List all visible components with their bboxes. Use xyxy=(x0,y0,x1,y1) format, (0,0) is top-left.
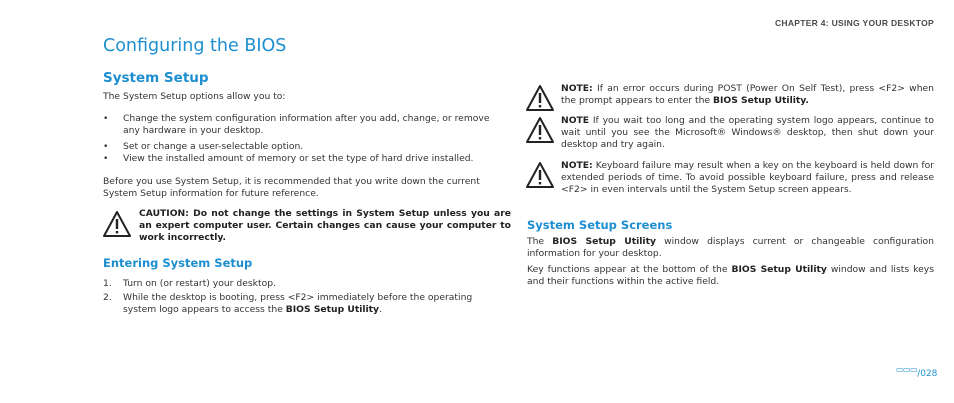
step-text-end: . xyxy=(379,304,382,315)
step-text: While the desktop is booting, press <F2> immediately before the operating system logo appears to access the xyxy=(123,292,473,315)
caution-text: CAUTION: Do not change the settings in System Setup unless you are an expert computer user. Certain changes can cause your computer to work incorrectly. xyxy=(139,208,511,243)
system-setup-heading: System Setup xyxy=(103,70,209,86)
system-setup-bullets xyxy=(103,113,493,165)
note-text: If an error occurs during POST (Power On Self Test), press <F2> when the prompt appears to enter the xyxy=(561,83,934,106)
list-item: • Set or change a user-selectable option. xyxy=(103,141,493,153)
text: The xyxy=(527,236,553,247)
entering-setup-steps xyxy=(103,278,508,316)
list-item: • View the installed amount of memory or set the type of hard drive installed. xyxy=(103,153,493,165)
note-label: NOTE: xyxy=(561,83,593,94)
note-post-error xyxy=(561,83,934,107)
text: window and lists keys and their functions within the active field. xyxy=(527,264,934,287)
step-text: Turn on (or restart) your desktop. xyxy=(123,278,276,289)
note-label: NOTE: xyxy=(561,160,593,171)
setup-screens-paragraph-1 xyxy=(527,236,934,260)
note-warning-icon xyxy=(525,116,555,148)
text: Key functions appear at the bottom of the xyxy=(527,264,732,275)
list-item xyxy=(103,292,508,316)
note-keyboard-failure xyxy=(561,160,934,196)
step-number: 2. xyxy=(103,292,112,303)
brand-logo-icon: ▭▭▭ xyxy=(896,365,918,374)
note-text: Keyboard failure may result when a key on the keyboard is held down for extended periods of time. To avoid possible keyboard failure, press and release <F2> in even intervals until the System Setup screen appears. xyxy=(561,160,934,195)
note-warning-icon xyxy=(525,84,555,116)
caution-warning-icon xyxy=(102,210,132,242)
setup-screens-heading: System Setup Screens xyxy=(527,218,673,232)
system-setup-intro: The System Setup options allow you to: xyxy=(103,91,286,102)
page-number-text: /028 xyxy=(917,369,938,379)
text: window displays current or changeable configuration information for your desktop. xyxy=(527,236,934,259)
bios-utility-name: BIOS Setup Utility xyxy=(285,304,380,315)
bios-utility-name: BIOS Setup Utility xyxy=(552,236,656,247)
bios-utility-name: BIOS Setup Utility xyxy=(731,264,827,275)
list-item: • Change the system configuration information after you add, change, or remove any hardware in your desktop. xyxy=(103,113,493,137)
note-wait-too-long xyxy=(561,115,934,151)
system-setup-before-note: Before you use System Setup, it is recommended that you write down the current System Setup information for future reference. xyxy=(103,176,480,199)
entering-setup-heading: Entering System Setup xyxy=(103,256,253,270)
page-title: Configuring the BIOS xyxy=(103,36,287,56)
page-number xyxy=(896,365,937,379)
chapter-header: CHAPTER 4: USING YOUR DESKTOP xyxy=(774,18,934,28)
list-item xyxy=(103,278,508,290)
note-text: If you wait too long and the operating system logo appears, continue to wait until you see the Microsoft® Windows® desktop, then shut down your desktop and try again. xyxy=(561,115,934,150)
setup-screens-paragraph-2 xyxy=(527,264,934,288)
bios-utility-name: BIOS Setup Utility. xyxy=(712,95,809,106)
note-label: NOTE xyxy=(561,115,590,126)
step-number: 1. xyxy=(103,278,112,289)
note-warning-icon xyxy=(525,161,555,193)
